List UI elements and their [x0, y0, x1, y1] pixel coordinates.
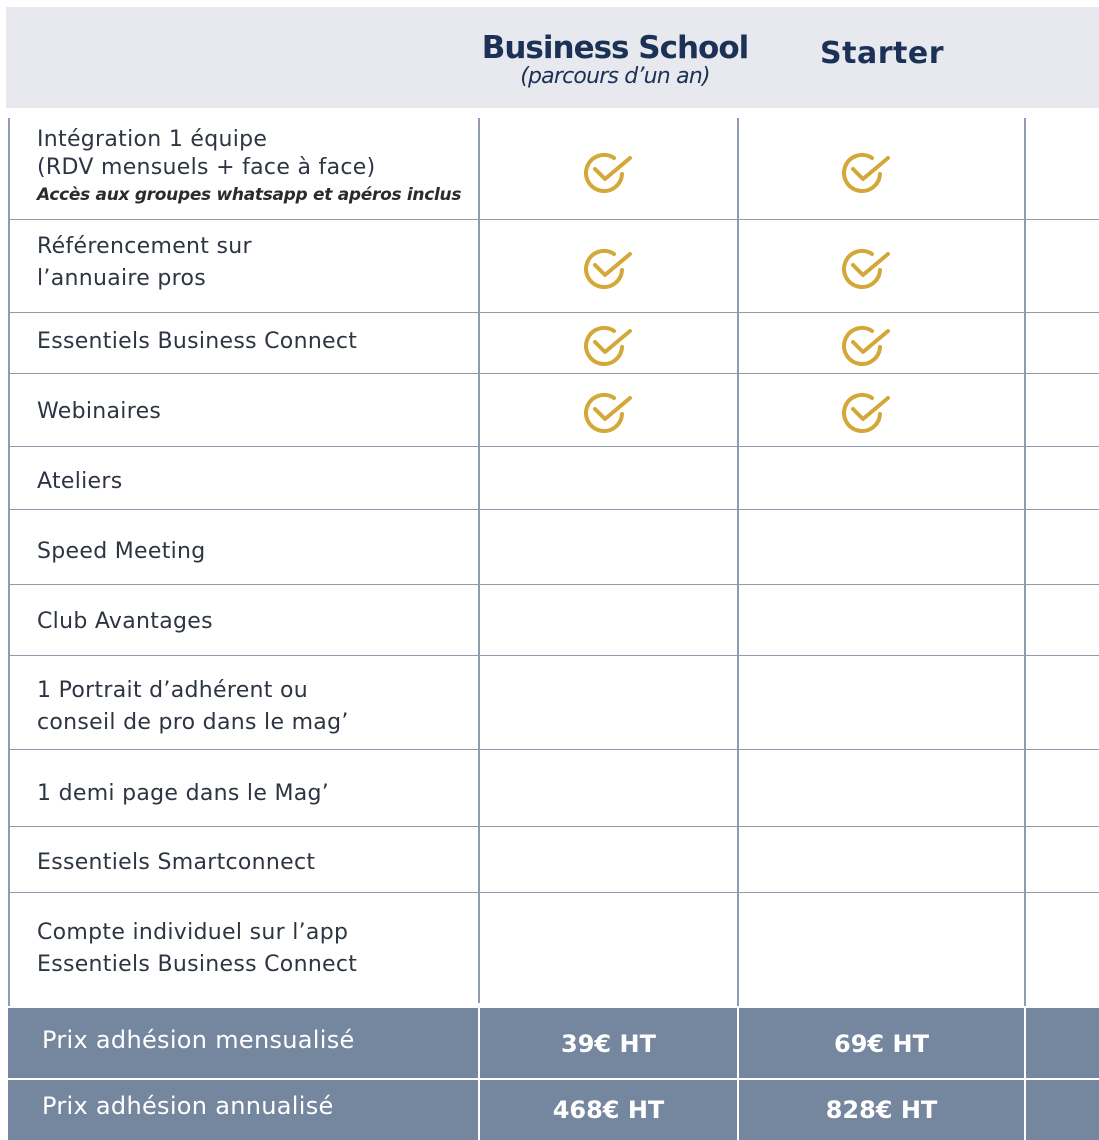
price-business-school-mensualise: 39€ HT	[561, 1030, 656, 1058]
check-circle-icon	[578, 321, 638, 369]
row-divider	[8, 446, 1099, 447]
check-circle-icon	[836, 321, 896, 369]
feature-label-essentiels-business-connect: Essentiels Business Connect	[37, 329, 358, 354]
price-divider	[1024, 1008, 1026, 1140]
price-label-mensualise: Prix adhésion mensualisé	[42, 1026, 355, 1054]
grid-line	[737, 118, 739, 1006]
row-divider	[8, 749, 1099, 750]
check-circle-icon	[836, 388, 896, 436]
price-starter-annualise: 828€ HT	[825, 1096, 938, 1124]
check-circle-icon	[836, 244, 896, 292]
grid-line	[8, 118, 10, 1006]
feature-label-speed-meeting: Speed Meeting	[37, 539, 206, 564]
feature-label-portrait: 1 Portrait d’adhérent ou conseil de pro dans le mag’	[37, 678, 349, 735]
check-circle-icon	[578, 244, 638, 292]
feature-label-smartconnect: Essentiels Smartconnect	[37, 850, 316, 875]
grid-line	[1024, 118, 1026, 1006]
feature-label-club-avantages: Club Avantages	[37, 609, 213, 634]
plan-title-starter: Starter	[820, 36, 944, 71]
row-divider	[8, 219, 1099, 220]
check-circle-icon	[836, 148, 896, 196]
price-label-annualise: Prix adhésion annualisé	[42, 1092, 334, 1120]
check-circle-icon	[578, 388, 638, 436]
row-divider	[8, 373, 1099, 374]
feature-label-ateliers: Ateliers	[37, 469, 123, 494]
row-divider	[8, 312, 1099, 313]
check-circle-icon	[578, 148, 638, 196]
grid-line	[478, 118, 480, 1003]
row-divider	[8, 892, 1099, 893]
row-divider	[8, 655, 1099, 656]
row-divider	[8, 826, 1099, 827]
row-divider	[8, 584, 1099, 585]
feature-label-demi-page: 1 demi page dans le Mag’	[37, 781, 330, 806]
plan-subtitle-business-school: (parcours d’un an)	[520, 64, 710, 89]
plan-title-business-school: Business School	[481, 30, 749, 66]
price-starter-mensualise: 69€ HT	[834, 1030, 929, 1058]
feature-label-referencement: Référencement sur l’annuaire pros	[37, 234, 252, 291]
price-divider	[8, 1078, 1099, 1080]
price-business-school-annualise: 468€ HT	[552, 1096, 665, 1124]
feature-note: Accès aux groupes whatsapp et apéros inclus	[37, 185, 462, 205]
feature-label-webinaires: Webinaires	[37, 399, 162, 424]
row-divider	[8, 509, 1099, 510]
feature-label-integration: Intégration 1 équipe (RDV mensuels + face à face) Accès aux groupes whatsapp et apéros inclus	[37, 127, 462, 205]
feature-label-compte-individuel: Compte individuel sur l’app Essentiels Business Connect	[37, 920, 358, 977]
